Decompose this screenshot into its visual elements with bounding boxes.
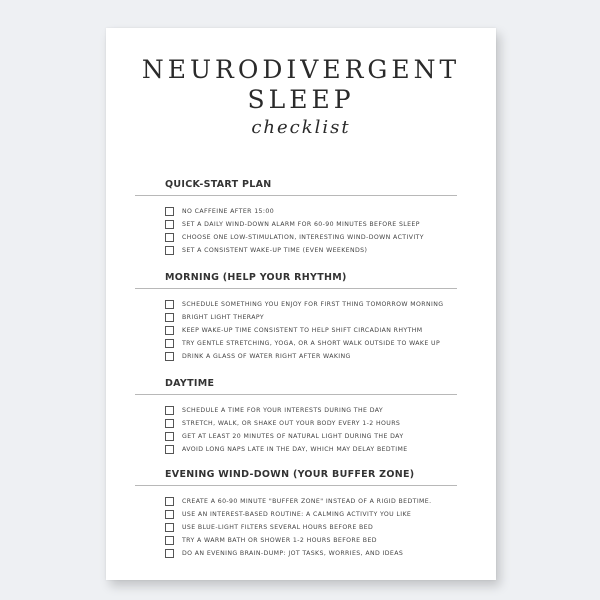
checklist-item-label: DRINK A GLASS OF WATER RIGHT AFTER WAKING (182, 353, 351, 360)
checklist-item-label: GET AT LEAST 20 MINUTES OF NATURAL LIGHT DURING THE DAY (182, 433, 404, 440)
checklist-item[interactable] (165, 298, 457, 311)
checkbox[interactable] (165, 352, 174, 361)
section-divider (135, 394, 457, 395)
checkbox[interactable] (165, 536, 174, 545)
checklist-item[interactable] (165, 521, 457, 534)
checklist-item-label: DO AN EVENING BRAIN-DUMP: JOT TASKS, WORRIES, AND IDEAS (182, 550, 404, 557)
checklist-item-label: SET A DAILY WIND-DOWN ALARM FOR 60-90 MINUTES BEFORE SLEEP (182, 221, 420, 228)
checklist-item-label: SCHEDULE A TIME FOR YOUR INTERESTS DURING THE DAY (182, 407, 384, 414)
section-heading: QUICK-START PLAN (165, 179, 272, 190)
checklist-item-label: NO CAFFEINE AFTER 15:00 (182, 208, 275, 215)
checklist-item[interactable] (165, 534, 457, 547)
checklist-item-label: SET A CONSISTENT WAKE-UP TIME (EVEN WEEKENDS) (182, 247, 368, 254)
checklist-page (106, 28, 496, 580)
checklist-item[interactable] (165, 495, 457, 508)
checklist (165, 404, 457, 456)
section-divider (135, 288, 457, 289)
checklist-item[interactable] (165, 417, 457, 430)
checkbox[interactable] (165, 339, 174, 348)
checklist-item[interactable] (165, 404, 457, 417)
checklist-item-label: TRY GENTLE STRETCHING, YOGA, OR A SHORT WALK OUTSIDE TO WAKE UP (182, 340, 441, 347)
checklist (165, 495, 457, 560)
checklist-item[interactable] (165, 324, 457, 337)
checklist-item[interactable] (165, 430, 457, 443)
checklist-item[interactable] (165, 244, 457, 257)
checklist-item[interactable] (165, 311, 457, 324)
checklist-item[interactable] (165, 205, 457, 218)
checklist-item-label: USE BLUE-LIGHT FILTERS SEVERAL HOURS BEFORE BED (182, 524, 374, 531)
section-evening-wind-down (165, 468, 457, 560)
checklist-item-label: STRETCH, WALK, OR SHAKE OUT YOUR BODY EVERY 1-2 HOURS (182, 420, 401, 427)
checkbox[interactable] (165, 497, 174, 506)
checklist-item[interactable] (165, 508, 457, 521)
checklist-item-label: USE AN INTEREST-BASED ROUTINE: A CALMING ACTIVITY YOU LIKE (182, 511, 412, 518)
checkbox[interactable] (165, 326, 174, 335)
checkbox[interactable] (165, 523, 174, 532)
checklist-item[interactable] (165, 443, 457, 456)
section-quick-start (165, 178, 457, 257)
checklist-item[interactable] (165, 231, 457, 244)
checkbox[interactable] (165, 549, 174, 558)
checkbox[interactable] (165, 207, 174, 216)
checklist-item-label: BRIGHT LIGHT THERAPY (182, 314, 265, 321)
section-divider (135, 195, 457, 196)
checkbox[interactable] (165, 220, 174, 229)
section-divider (135, 485, 457, 486)
checklist (165, 205, 457, 257)
checklist-item[interactable] (165, 218, 457, 231)
checkbox[interactable] (165, 510, 174, 519)
checkbox[interactable] (165, 445, 174, 454)
title-line-1: NEURODIVERGENT (141, 55, 461, 84)
section-morning (165, 271, 457, 363)
checklist-item-label: AVOID LONG NAPS LATE IN THE DAY, WHICH MAY DELAY BEDTIME (182, 446, 408, 453)
checkbox[interactable] (165, 246, 174, 255)
checklist (165, 298, 457, 363)
checklist-item-label: KEEP WAKE-UP TIME CONSISTENT TO HELP SHIFT CIRCADIAN RHYTHM (182, 327, 423, 334)
section-daytime (165, 377, 457, 456)
checklist-item-label: CHOOSE ONE LOW-STIMULATION, INTERESTING WIND-DOWN ACTIVITY (182, 234, 424, 241)
section-heading: MORNING (HELP YOUR RHYTHM) (165, 272, 347, 283)
checkbox[interactable] (165, 313, 174, 322)
subtitle: checklist (251, 117, 351, 138)
checklist-item[interactable] (165, 350, 457, 363)
checklist-item-label: SCHEDULE SOMETHING YOU ENJOY FOR FIRST THING TOMORROW MORNING (182, 301, 444, 308)
checklist-item[interactable] (165, 547, 457, 560)
checklist-item-label: TRY A WARM BATH OR SHOWER 1-2 HOURS BEFORE BED (182, 537, 377, 544)
checkbox[interactable] (165, 432, 174, 441)
section-heading: EVENING WIND-DOWN (YOUR BUFFER ZONE) (165, 469, 415, 480)
checkbox[interactable] (165, 419, 174, 428)
title-line-2: SLEEP (247, 85, 355, 114)
checkbox[interactable] (165, 406, 174, 415)
checklist-item[interactable] (165, 337, 457, 350)
checkbox[interactable] (165, 300, 174, 309)
checkbox[interactable] (165, 233, 174, 242)
section-heading: DAYTIME (165, 378, 215, 389)
checklist-item-label: CREATE A 60-90 MINUTE "BUFFER ZONE" INSTEAD OF A RIGID BEDTIME. (182, 498, 432, 505)
